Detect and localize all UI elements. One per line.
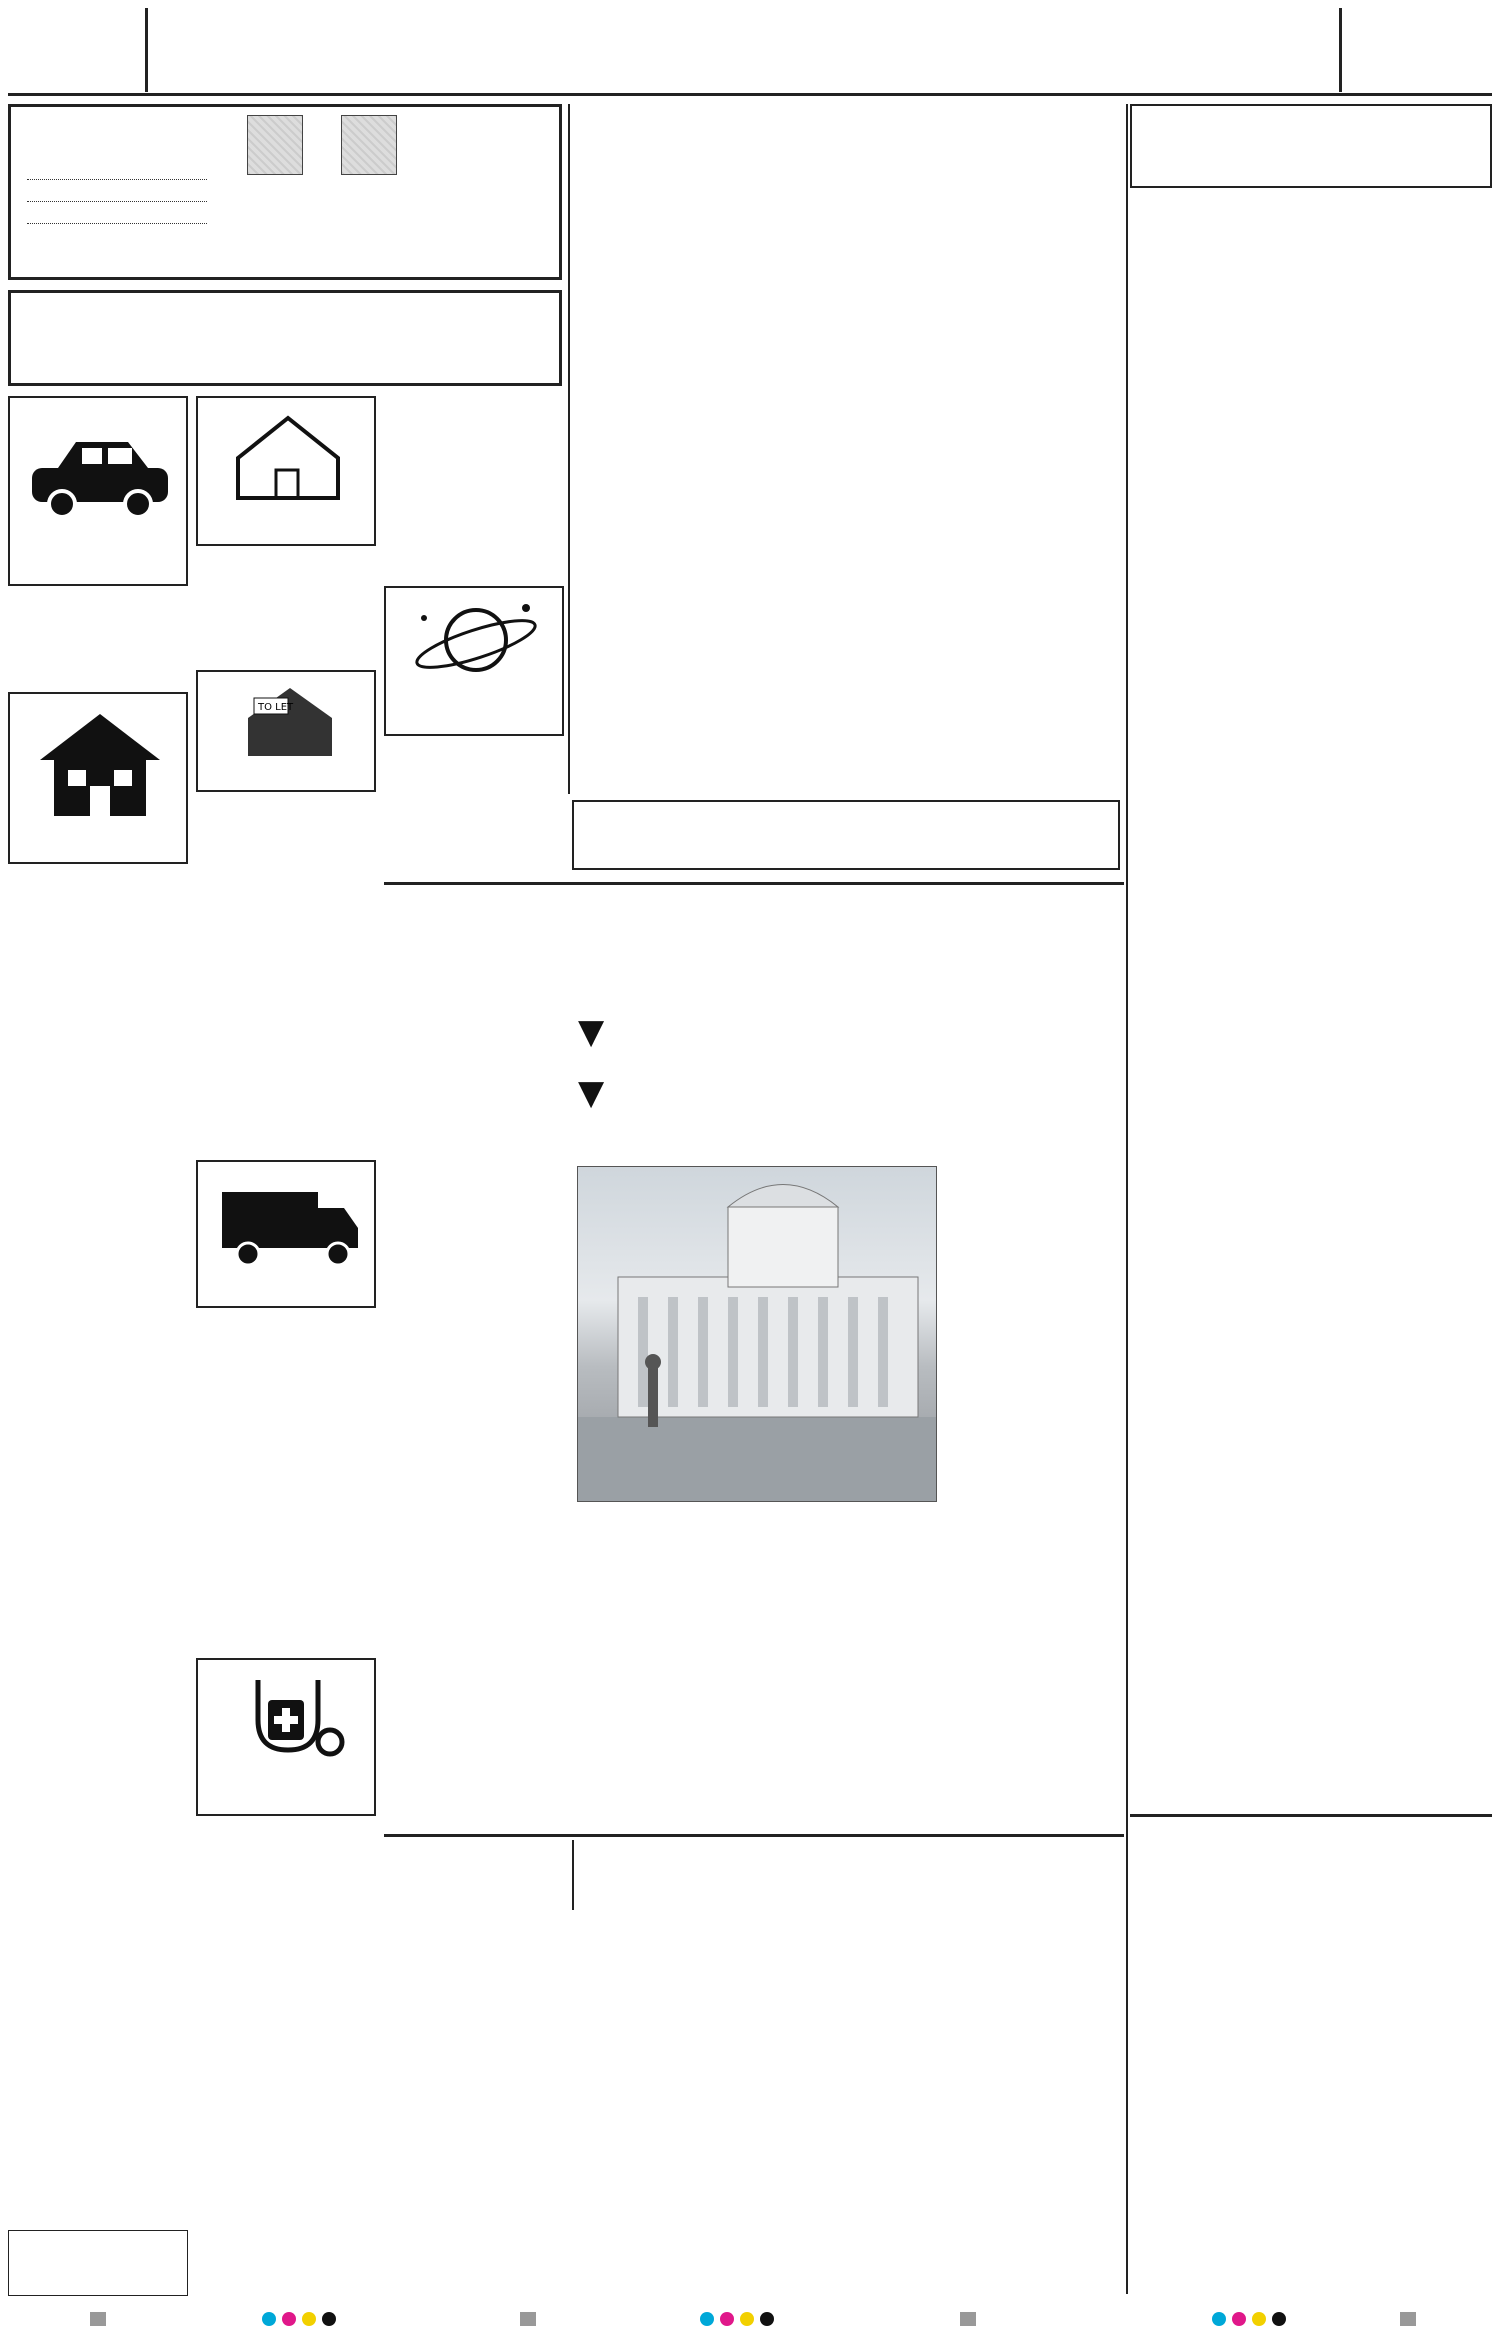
masthead	[8, 8, 1492, 96]
birthday-coupon	[8, 104, 562, 280]
classified-banner	[8, 290, 562, 386]
register-cyan	[1212, 2312, 1226, 2326]
automobile-category	[8, 396, 188, 586]
lead-headline	[384, 888, 1124, 998]
register-yellow	[302, 2312, 316, 2326]
print-mark	[960, 2312, 976, 2326]
coupon-photo-1	[247, 115, 303, 175]
register-magenta	[282, 2312, 296, 2326]
ugc-body-col2	[572, 1920, 752, 2292]
construction-category	[196, 396, 376, 546]
lead-rule	[384, 882, 1124, 885]
print-mark	[520, 2312, 536, 2326]
ugc-body-col3	[760, 1920, 940, 2292]
astrology-ad	[384, 742, 564, 882]
weather-rule	[1130, 1814, 1492, 1817]
rashifal-header	[1130, 104, 1492, 188]
astrology-category	[384, 586, 564, 736]
register-black	[322, 2312, 336, 2326]
lead-body-col1	[384, 1006, 570, 1826]
register-yellow	[740, 2312, 754, 2326]
register-black	[760, 2312, 774, 2326]
coupon-field-age[interactable]	[21, 187, 207, 202]
print-mark	[90, 2312, 106, 2326]
assembly-building-illustration	[578, 1167, 937, 1502]
lead-subhead-2: ▼	[578, 1073, 605, 1113]
car-icon	[10, 398, 190, 548]
house-outline-icon	[198, 398, 378, 508]
classified-column-1	[8, 590, 188, 2290]
print-mark	[1400, 2312, 1416, 2326]
weather-headline	[1130, 1824, 1492, 1900]
register-magenta	[1232, 2312, 1246, 2326]
coupon-photo-2	[341, 115, 397, 175]
classified-column-3	[384, 390, 564, 580]
assembly-building-photo	[577, 1166, 937, 1502]
register-black	[1272, 2312, 1286, 2326]
register-yellow	[1252, 2312, 1266, 2326]
birthday-rate-note	[8, 2230, 188, 2296]
panjika	[1130, 1636, 1492, 1806]
column-rule-right	[1126, 104, 1128, 2294]
ugc-rule	[384, 1834, 1124, 1837]
newspaper-brand	[8, 8, 148, 92]
classified-column-2	[196, 562, 376, 2282]
planet-icon	[386, 588, 566, 698]
column-rule-left	[568, 104, 570, 794]
lead-body-col3	[760, 1510, 936, 1826]
ugc-body-col1	[384, 1920, 564, 2292]
register-cyan	[262, 2312, 276, 2326]
lead-subhead-1: ▼	[578, 1012, 605, 1052]
lead-body-col4	[944, 1136, 1124, 1826]
ugc-body-col4	[948, 1920, 1124, 2292]
ugc-headline	[572, 1840, 1124, 1910]
register-cyan	[700, 2312, 714, 2326]
lead-body-col2	[578, 1510, 754, 1826]
weather-body	[1130, 1906, 1492, 2292]
svg-text:TO LET: TO LET	[258, 702, 294, 713]
coupon-field-dob[interactable]	[21, 209, 207, 224]
heritage-body	[950, 210, 1124, 792]
coupon-field-name[interactable]	[21, 165, 207, 180]
reader-notice	[572, 800, 1120, 870]
masthead-divider	[1339, 8, 1342, 92]
register-magenta	[720, 2312, 734, 2326]
